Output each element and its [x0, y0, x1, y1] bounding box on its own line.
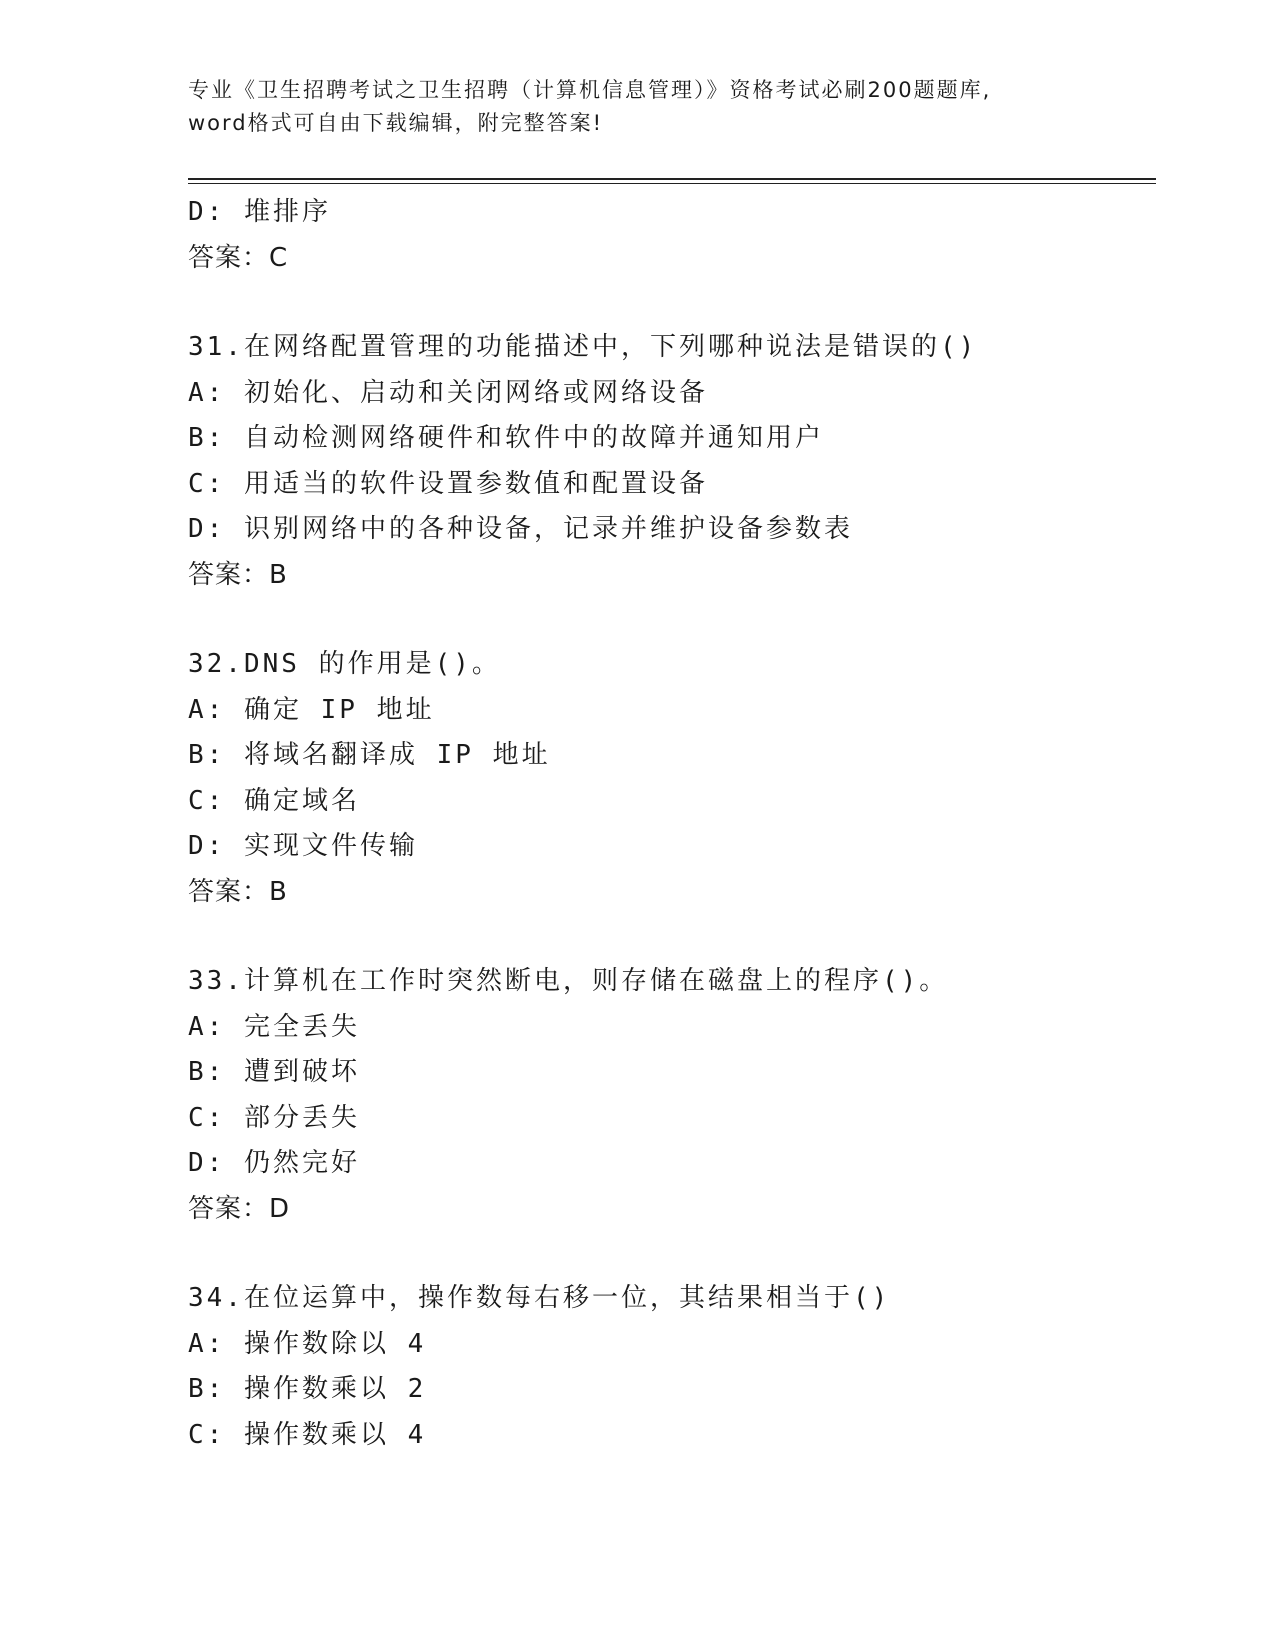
option-b: B: 自动检测网络硬件和软件中的故障并通知用户: [188, 423, 824, 453]
option-a: A: 确定 IP 地址: [188, 694, 435, 725]
option-c: C: 操作数乘以 4: [188, 1419, 427, 1450]
header-title-line-2: word格式可自由下载编辑，附完整答案!: [188, 111, 604, 135]
question-30-fragment: [188, 190, 1148, 281]
document-body: [188, 190, 1148, 1458]
option-a: A: 完全丢失: [188, 1011, 360, 1042]
question-stem: 33.计算机在工作时突然断电，则存储在磁盘上的程序()。: [188, 966, 949, 996]
option-c: C: 用适当的软件设置参数值和配置设备: [188, 468, 708, 499]
question-stem: 34.在位运算中，操作数每右移一位，其结果相当于(): [188, 1283, 891, 1313]
header-rule-thick: [188, 178, 1156, 180]
question-stem: 31.在网络配置管理的功能描述中，下列哪种说法是错误的(): [188, 332, 978, 362]
answer-line: 答案：D: [188, 1193, 291, 1224]
option-d: D: 堆排序: [188, 197, 331, 227]
option-c: C: 部分丢失: [188, 1102, 360, 1133]
option-d: D: 实现文件传输: [188, 831, 418, 861]
question-spacer: [188, 1232, 1148, 1276]
option-a: A: 初始化、启动和关闭网络或网络设备: [188, 377, 708, 408]
question-31: [188, 325, 1148, 598]
option-d: D: 仍然完好: [188, 1148, 360, 1178]
header-title-line-1: 专业《卫生招聘考试之卫生招聘（计算机信息管理）》资格考试必刷200题题库,: [188, 78, 992, 102]
question-spacer: [188, 915, 1148, 959]
question-spacer: [188, 281, 1148, 325]
option-b: B: 遭到破坏: [188, 1057, 360, 1087]
question-stem: 32.DNS 的作用是()。: [188, 649, 501, 679]
question-32: [188, 642, 1148, 915]
document-header: [188, 74, 1088, 140]
answer-line: 答案：B: [188, 876, 288, 907]
option-b: B: 操作数乘以 2: [188, 1374, 427, 1404]
option-b: B: 将域名翻译成 IP 地址: [188, 740, 551, 770]
option-a: A: 操作数除以 4: [188, 1328, 427, 1359]
option-c: C: 确定域名: [188, 785, 360, 816]
answer-line: 答案：B: [188, 559, 288, 590]
question-33: [188, 959, 1148, 1232]
header-rule-thin: [188, 183, 1156, 184]
question-34: [188, 1276, 1148, 1458]
option-d: D: 识别网络中的各种设备，记录并维护设备参数表: [188, 514, 853, 544]
question-spacer: [188, 598, 1148, 642]
answer-line: 答案：C: [188, 242, 289, 273]
